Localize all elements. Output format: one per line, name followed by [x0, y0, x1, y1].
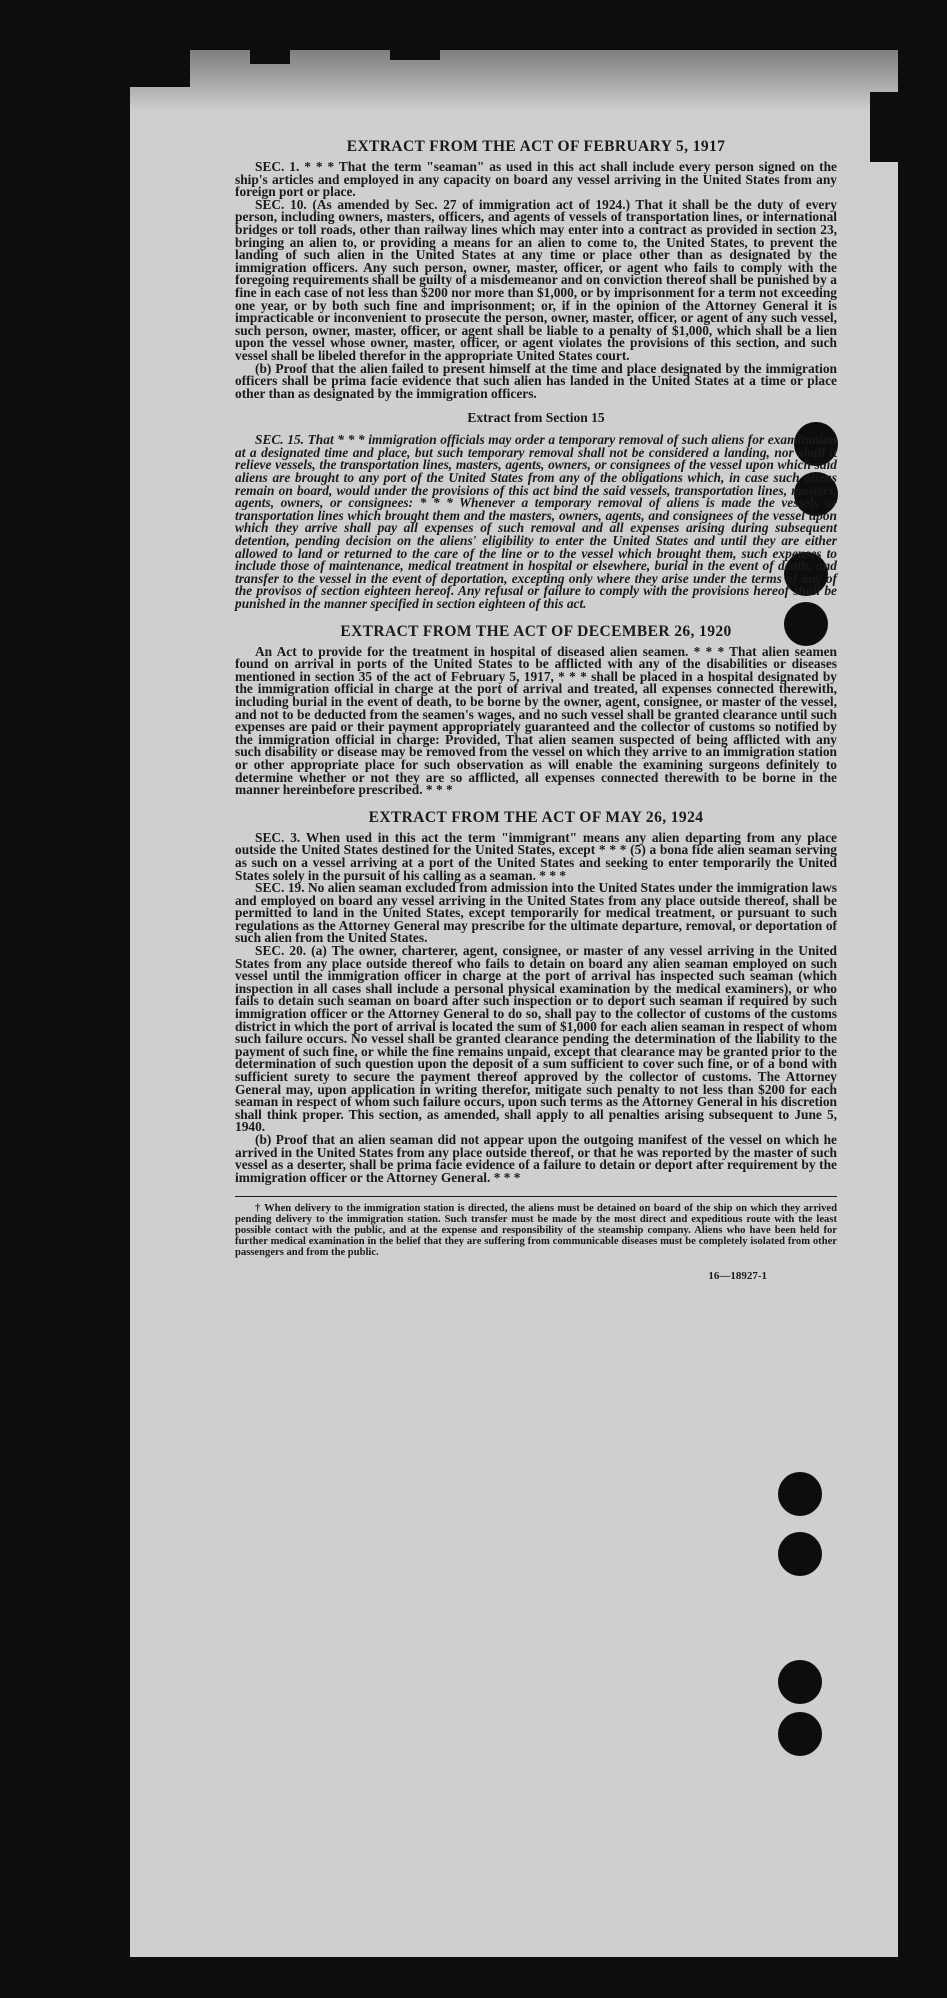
paragraph: An Act to provide for the treatment in hospital of diseased alien seamen. * * * That alien seamen found on arrival in ports of the United States to be afflicted with any of the disabilities or diseases mentioned in section 35 of the act of February 5, 1917, * * * shall be placed in a hospital designated by the immigration official in charge at the port of arrival and treated, all expenses connected therewith, including burial in the event of death, to be borne by the owner, agent, consignee, or master of the vessel, and not to be deducted from the seamen's wages, and no such vessel shall be granted clearance until such expenses are paid or their payment appropriately guaranteed and the collector of customs so notified by the immigration official in charge: Provided, That alien seamen suspected of being afflicted with any such disability or disease may be removed from the vessel on which they arrive to an immigration station or other appropriate place for such observation as will enable the examining surgeons definitely to determine whether or not they are so afflicted, all expenses connected therewith to be borne in the manner hereinbefore prescribed. * * * — [235, 643, 837, 798]
punch-hole — [778, 1472, 822, 1516]
paragraph: SEC. 10. (As amended by Sec. 27 of immigration act of 1924.) That it shall be the duty of every person, including owners, masters, officers, and agents of vessels of transportation lines, or international bridges or toll roads, other than railway lines which may enter into a contract as provided in section 23, bringing an alien to, or providing a means for an alien to come to, the United States, to prevent the landing of such alien in the United States at any time or place other than as designated by the immigration officers. Any such person, owner, master, officer, or agent who fails to comply with the foregoing requirements shall be guilty of a misdemeanor and on conviction thereof shall be punished by a fine in each case of not less than $200 nor more than $1,000, or by imprisonment for a term not exceeding one year, or by both such fine and imprisonment; or, if in the opinion of the Attorney General it is impracticable or inconvenient to prosecute the person, owner, master, officer, or agent of any such vessel, such person, owner, master, officer, or agent shall be liable to a penalty of $1,000, which shall be a lien upon the vessel whose owner, master, officer, or agent violates the provisions of this section, and such vessel shall be libeled therefor in the appropriate United States court. — [235, 196, 837, 363]
punch-hole — [778, 1712, 822, 1756]
torn-edge — [870, 92, 898, 162]
heading-act-1917: EXTRACT FROM THE ACT OF FEBRUARY 5, 1917 — [346, 138, 726, 155]
paragraph: SEC. 15. That * * * immigration officials may order a temporary removal of such aliens for examination at a designated time and place, but such temporary removal shall not be considered a landing, nor shall it relieve vessels, the transportation lines, masters, agents, owners, or consignees of the vessel upon which said aliens are brought to any port of the United States from any of the obligations which, in case such aliens remain on board, would under the provisions of this act bind the said vessels, transportation lines, masters, agents, owners, or consignees: * * * Whenever a temporary removal of aliens is made the vessels or transportation lines which brought them and the masters, owners, agents, and consignees of the vessel upon which they arrive shall pay all expenses of such removal and all expenses arising during subsequent detention, pending decision on the aliens' eligibility to enter the United States and until they are either allowed to land or returned to the care of the line or to the vessel which brought them, such expenses to include those of maintenance, medical treatment in hospital or elsewhere, burial in the event of death, and transfer to the vessel in the event of deportation, excepting only where they arise under the terms of any of the provisos of section eighteen hereof. Any refusal or failure to comply with the provisions hereof shall be punished in the manner specified in section eighteen of this act. — [235, 432, 837, 611]
footnote: † When delivery to the immigration station is directed, the aliens must be detained on board of the ship on which they arrived pending delivery to the immigration station. Such transfer must be made by the most direct and expeditious route with the least possible contact with the public, and at the expense and responsibility of the steamship company. Aliens who have been held for further medical examination in the belief that they are suffering from communicable diseases must be completely isolated from other passengers and from the public. — [235, 1203, 837, 1259]
torn-edge — [250, 42, 290, 64]
paragraph: SEC. 19. No alien seaman excluded from admission into the United States under the immigration laws and employed on board any vessel arriving in the United States from any place outside thereof, shall be permitted to land in the United States, except temporarily for medical treatment, or pursuant to such regulations as the Attorney General may prescribe for the ultimate departure, removal, or deportation of such alien from the United States. — [235, 880, 837, 946]
paragraph: SEC. 3. When used in this act the term "immigrant" means any alien departing from any place outside the United States destined for the United States, except * * * (5) a bona fide alien seaman serving as such on a vessel arriving at a port of the United States and seeking to enter temporarily the United States solely in the pursuit of his calling as a seaman. * * * — [235, 829, 837, 883]
paragraph: (b) Proof that an alien seaman did not appear upon the outgoing manifest of the vessel on which he arrived in the United States from any place outside thereof, or that he was reported by the master of such vessel as a deserter, shall be prima facie evidence of a failure to detain or deport after requirement by the immigration officer or the Attorney General. * * * — [235, 1131, 837, 1185]
paragraph: SEC. 1. * * * That the term "seaman" as used in this act shall include every person signed on the ship's articles and employed in any capacity on board any vessel arriving in the United States from any foreign port or place. — [235, 159, 837, 200]
torn-edge — [390, 42, 440, 60]
footnote-divider — [235, 1196, 837, 1197]
heading-act-1920: EXTRACT FROM THE ACT OF DECEMBER 26, 1920 — [340, 622, 732, 640]
subheading-section-15: Extract from Section 15 — [467, 410, 605, 426]
document-body — [235, 138, 837, 1282]
torn-edge — [130, 42, 190, 87]
form-number: 16—18927-1 — [708, 1270, 767, 1283]
heading-act-1924: EXTRACT FROM THE ACT OF MAY 26, 1924 — [368, 808, 704, 826]
paragraph: (b) Proof that the alien failed to present himself at the time and place designated by the immigration officers shall be prima facie evidence that such alien has landed in the United States at a time or place other than as designated by the immigration officers. — [235, 360, 837, 401]
torn-edge — [130, 42, 898, 50]
paragraph: SEC. 20. (a) The owner, charterer, agent, consignee, or master of any vessel arriving in the United States from any place outside thereof who fails to detain on board any alien seaman employed on such vessel until the immigration officer in charge at the port of arrival has inspected such seaman (which inspection in all cases shall include a personal physical examination by the medical examiners), or who fails to detain such seaman on board after such inspection or to deport such seaman if required by such immigration officer or the Attorney General to do so, shall pay to the collector of customs of the customs district in which the port of arrival is located the sum of $1,000 for each alien seaman in respect of whom such failure occurs. No vessel shall be granted clearance pending the determination of the liability to the payment of such fine, or while the fine remains unpaid, except that clearance may be granted prior to the determination of such question upon the deposit of a sum sufficient to cover such fine, or of a bond with sufficient surety to secure the payment thereof approved by the collector of customs. The Attorney General may, upon application in writing therefor, mitigate such penalty to not less than $200 for each seaman in respect of whom such failure occurs, upon such terms as the Attorney General in his discretion shall think proper. This section, as amended, shall apply to all penalties arising subsequent to June 5, 1940. — [235, 943, 837, 1135]
punch-hole — [778, 1660, 822, 1704]
punch-hole — [778, 1532, 822, 1576]
